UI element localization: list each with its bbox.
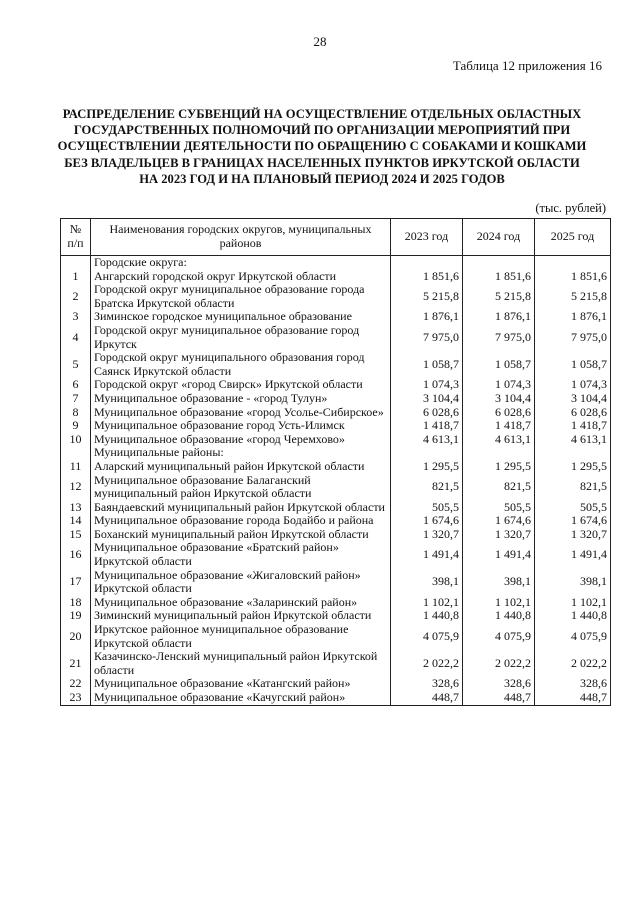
table-row bbox=[61, 691, 611, 705]
value-2024: 3 104,4 bbox=[463, 392, 535, 406]
municipality-name: Городской округ муниципальное образование город Иркутск bbox=[91, 324, 391, 351]
group-value-cell bbox=[391, 256, 463, 270]
value-2024: 5 215,8 bbox=[463, 283, 535, 310]
row-number: 18 bbox=[61, 596, 91, 610]
row-number: 20 bbox=[61, 623, 91, 650]
value-2025: 1 674,6 bbox=[535, 514, 611, 528]
value-2024: 505,5 bbox=[463, 501, 535, 515]
value-2024: 7 975,0 bbox=[463, 324, 535, 351]
row-number: 1 bbox=[61, 270, 91, 284]
row-number: 7 bbox=[61, 392, 91, 406]
value-2024: 1 851,6 bbox=[463, 270, 535, 284]
value-2025: 821,5 bbox=[535, 474, 611, 501]
title-line: ГОСУДАРСТВЕННЫХ ПОЛНОМОЧИЙ ПО ОРГАНИЗАЦИИ МЕРОПРИЯТИЙ ПРИ bbox=[73, 123, 571, 138]
value-2023: 1 851,6 bbox=[391, 270, 463, 284]
value-2024: 4 613,1 bbox=[463, 433, 535, 447]
header-2025: 2025 год bbox=[535, 219, 611, 256]
group-value-cell bbox=[391, 446, 463, 460]
table-row bbox=[61, 378, 611, 392]
table-header-row bbox=[61, 219, 611, 256]
table-row bbox=[61, 419, 611, 433]
value-2025: 4 075,9 bbox=[535, 623, 611, 650]
title-line: БЕЗ ВЛАДЕЛЬЦЕВ В ГРАНИЦАХ НАСЕЛЕННЫХ ПУНКТОВ ИРКУТСКОЙ ОБЛАСТИ bbox=[64, 155, 580, 170]
value-2025: 4 613,1 bbox=[535, 433, 611, 447]
value-2025: 1 102,1 bbox=[535, 596, 611, 610]
row-number: 13 bbox=[61, 501, 91, 515]
municipality-name: Муниципальное образование «Катангский район» bbox=[91, 677, 391, 691]
group-value-cell bbox=[535, 256, 611, 270]
row-number: 23 bbox=[61, 691, 91, 705]
value-2023: 1 440,8 bbox=[391, 609, 463, 623]
value-2023: 6 028,6 bbox=[391, 406, 463, 420]
row-number: 14 bbox=[61, 514, 91, 528]
table-row bbox=[61, 406, 611, 420]
value-2023: 1 418,7 bbox=[391, 419, 463, 433]
value-2023: 1 320,7 bbox=[391, 528, 463, 542]
table-group-row bbox=[61, 446, 611, 460]
table-body bbox=[61, 256, 611, 706]
header-2023: 2023 год bbox=[391, 219, 463, 256]
value-2025: 505,5 bbox=[535, 501, 611, 515]
municipality-name: Муниципальное образование Балаганский муниципальный район Иркутской области bbox=[91, 474, 391, 501]
value-2024: 1 074,3 bbox=[463, 378, 535, 392]
table-row bbox=[61, 351, 611, 378]
table-row bbox=[61, 501, 611, 515]
value-2023: 3 104,4 bbox=[391, 392, 463, 406]
group-value-cell bbox=[463, 256, 535, 270]
value-2023: 448,7 bbox=[391, 691, 463, 705]
value-2025: 448,7 bbox=[535, 691, 611, 705]
table-row bbox=[61, 392, 611, 406]
row-number: 21 bbox=[61, 650, 91, 677]
value-2025: 1 876,1 bbox=[535, 310, 611, 324]
municipality-name: Баяндаевский муниципальный район Иркутской области bbox=[91, 501, 391, 515]
value-2025: 1 074,3 bbox=[535, 378, 611, 392]
table-row bbox=[61, 541, 611, 568]
row-number: 11 bbox=[61, 460, 91, 474]
appendix-label: Таблица 12 приложения 16 bbox=[452, 58, 602, 73]
municipality-name: Городской округ муниципального образования город Саянск Иркутской области bbox=[91, 351, 391, 378]
value-2023: 4 613,1 bbox=[391, 433, 463, 447]
value-2025: 3 104,4 bbox=[535, 392, 611, 406]
group-number-cell bbox=[61, 446, 91, 460]
value-2024: 1 295,5 bbox=[463, 460, 535, 474]
value-2023: 1 074,3 bbox=[391, 378, 463, 392]
value-2025: 5 215,8 bbox=[535, 283, 611, 310]
table-row bbox=[61, 569, 611, 596]
table-row bbox=[61, 528, 611, 542]
value-2024: 1 320,7 bbox=[463, 528, 535, 542]
value-2024: 398,1 bbox=[463, 569, 535, 596]
table-row bbox=[61, 460, 611, 474]
value-2024: 1 058,7 bbox=[463, 351, 535, 378]
municipality-name: Аларский муниципальный район Иркутской области bbox=[91, 460, 391, 474]
title-line: ОСУЩЕСТВЛЕНИИ ДЕЯТЕЛЬНОСТИ ПО ОБРАЩЕНИЮ С СОБАКАМИ И КОШКАМИ bbox=[57, 139, 587, 154]
value-2023: 505,5 bbox=[391, 501, 463, 515]
value-2023: 1 491,4 bbox=[391, 541, 463, 568]
table-row bbox=[61, 270, 611, 284]
value-2023: 4 075,9 bbox=[391, 623, 463, 650]
value-2024: 448,7 bbox=[463, 691, 535, 705]
municipality-name: Городской округ «город Свирск» Иркутской области bbox=[91, 378, 391, 392]
value-2024: 1 440,8 bbox=[463, 609, 535, 623]
value-2024: 1 876,1 bbox=[463, 310, 535, 324]
municipality-name: Ангарский городской округ Иркутской области bbox=[91, 270, 391, 284]
value-2024: 821,5 bbox=[463, 474, 535, 501]
page-number: 28 bbox=[313, 34, 327, 49]
row-number: 6 bbox=[61, 378, 91, 392]
table-row bbox=[61, 324, 611, 351]
row-number: 5 bbox=[61, 351, 91, 378]
group-label: Муниципальные районы: bbox=[91, 446, 391, 460]
value-2025: 1 058,7 bbox=[535, 351, 611, 378]
value-2023: 2 022,2 bbox=[391, 650, 463, 677]
table-row bbox=[61, 609, 611, 623]
municipality-name: Иркутское районное муниципальное образование Иркутской области bbox=[91, 623, 391, 650]
row-number: 3 bbox=[61, 310, 91, 324]
row-number: 19 bbox=[61, 609, 91, 623]
title-line: НА 2023 ГОД И НА ПЛАНОВЫЙ ПЕРИОД 2024 И 2025 ГОДОВ bbox=[139, 171, 505, 186]
value-2025: 1 418,7 bbox=[535, 419, 611, 433]
value-2023: 328,6 bbox=[391, 677, 463, 691]
value-2025: 1 491,4 bbox=[535, 541, 611, 568]
row-number: 4 bbox=[61, 324, 91, 351]
municipality-name: Боханский муниципальный район Иркутской области bbox=[91, 528, 391, 542]
table-row bbox=[61, 596, 611, 610]
row-number: 17 bbox=[61, 569, 91, 596]
value-2024: 328,6 bbox=[463, 677, 535, 691]
row-number: 10 bbox=[61, 433, 91, 447]
table-row bbox=[61, 623, 611, 650]
municipality-name: Муниципальное образование «город Усолье-Сибирское» bbox=[91, 406, 391, 420]
row-number: 8 bbox=[61, 406, 91, 420]
value-2023: 5 215,8 bbox=[391, 283, 463, 310]
municipality-name: Муниципальное образование «Жигаловский район» Иркутской области bbox=[91, 569, 391, 596]
value-2023: 7 975,0 bbox=[391, 324, 463, 351]
value-2023: 1 058,7 bbox=[391, 351, 463, 378]
value-2024: 6 028,6 bbox=[463, 406, 535, 420]
municipality-name: Муниципальное образование город Усть-Илимск bbox=[91, 419, 391, 433]
municipality-name: Муниципальное образование города Бодайбо и района bbox=[91, 514, 391, 528]
value-2023: 1 674,6 bbox=[391, 514, 463, 528]
municipality-name: Казачинско-Ленский муниципальный район Иркутской области bbox=[91, 650, 391, 677]
units-label: (тыс. рублей) bbox=[535, 201, 606, 215]
row-number: 12 bbox=[61, 474, 91, 501]
value-2024: 1 491,4 bbox=[463, 541, 535, 568]
municipality-name: Зиминский муниципальный район Иркутской области bbox=[91, 609, 391, 623]
value-2025: 1 440,8 bbox=[535, 609, 611, 623]
value-2025: 328,6 bbox=[535, 677, 611, 691]
header-2024: 2024 год bbox=[463, 219, 535, 256]
header-number: № п/п bbox=[61, 219, 91, 256]
row-number: 22 bbox=[61, 677, 91, 691]
municipality-name: Муниципальное образование «город Черемхово» bbox=[91, 433, 391, 447]
value-2024: 1 102,1 bbox=[463, 596, 535, 610]
value-2025: 7 975,0 bbox=[535, 324, 611, 351]
group-number-cell bbox=[61, 256, 91, 270]
row-number: 15 bbox=[61, 528, 91, 542]
municipality-name: Муниципальное образование - «город Тулун» bbox=[91, 392, 391, 406]
value-2024: 1 418,7 bbox=[463, 419, 535, 433]
subsidy-table bbox=[60, 218, 611, 706]
table-row bbox=[61, 474, 611, 501]
table-group-row bbox=[61, 256, 611, 270]
value-2024: 2 022,2 bbox=[463, 650, 535, 677]
table-row bbox=[61, 677, 611, 691]
value-2025: 398,1 bbox=[535, 569, 611, 596]
table-row bbox=[61, 283, 611, 310]
value-2025: 2 022,2 bbox=[535, 650, 611, 677]
table-row bbox=[61, 433, 611, 447]
row-number: 2 bbox=[61, 283, 91, 310]
value-2025: 1 851,6 bbox=[535, 270, 611, 284]
municipality-name: Муниципальное образование «Качугский район» bbox=[91, 691, 391, 705]
value-2023: 1 876,1 bbox=[391, 310, 463, 324]
value-2025: 1 295,5 bbox=[535, 460, 611, 474]
row-number: 16 bbox=[61, 541, 91, 568]
value-2024: 1 674,6 bbox=[463, 514, 535, 528]
value-2025: 1 320,7 bbox=[535, 528, 611, 542]
value-2023: 398,1 bbox=[391, 569, 463, 596]
municipality-name: Зиминское городское муниципальное образование bbox=[91, 310, 391, 324]
value-2025: 6 028,6 bbox=[535, 406, 611, 420]
value-2023: 1 295,5 bbox=[391, 460, 463, 474]
value-2024: 4 075,9 bbox=[463, 623, 535, 650]
table-row bbox=[61, 650, 611, 677]
table-row bbox=[61, 514, 611, 528]
value-2023: 821,5 bbox=[391, 474, 463, 501]
value-2023: 1 102,1 bbox=[391, 596, 463, 610]
document-title bbox=[52, 106, 592, 187]
group-label: Городские округа: bbox=[91, 256, 391, 270]
header-name: Наименования городских округов, муниципальных районов bbox=[91, 219, 391, 256]
group-value-cell bbox=[463, 446, 535, 460]
row-number: 9 bbox=[61, 419, 91, 433]
title-line: РАСПРЕДЕЛЕНИЕ СУБВЕНЦИЙ НА ОСУЩЕСТВЛЕНИЕ ОТДЕЛЬНЫХ ОБЛАСТНЫХ bbox=[62, 107, 582, 121]
table-row bbox=[61, 310, 611, 324]
municipality-name: Муниципальное образование «Братский район» Иркутской области bbox=[91, 541, 391, 568]
municipality-name: Муниципальное образование «Заларинский район» bbox=[91, 596, 391, 610]
municipality-name: Городской округ муниципальное образование города Братска Иркутской области bbox=[91, 283, 391, 310]
group-value-cell bbox=[535, 446, 611, 460]
